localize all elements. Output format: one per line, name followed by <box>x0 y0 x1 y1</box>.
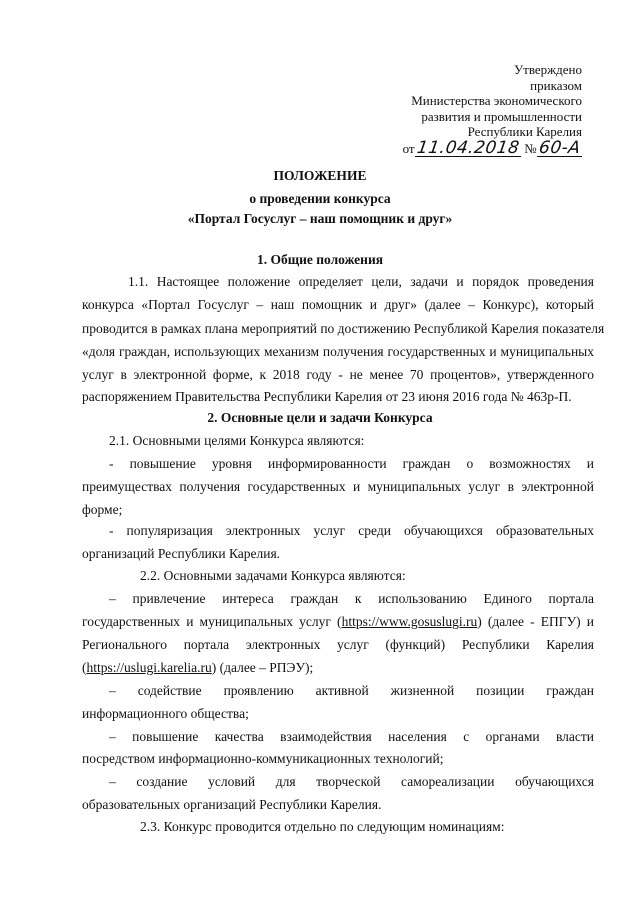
goal-line: преимуществах получения государственных и муниципальных услуг в электронной <box>82 479 594 494</box>
approval-number-sign: № <box>524 140 537 156</box>
approval-from-label: от <box>402 140 415 156</box>
approval-block <box>403 62 582 156</box>
task-line: – создание условий для творческой самореализации обучающихся <box>109 774 594 789</box>
task-line <box>82 614 594 630</box>
task-line: информационного общества; <box>82 706 249 721</box>
goal-line: организаций Республики Карелия. <box>82 546 281 561</box>
approval-line: Утверждено <box>513 62 582 77</box>
task-line: Регионального портала электронных услуг (функций) Республики Карелия <box>82 637 594 652</box>
document-subtitle: о проведении конкурса <box>249 191 391 206</box>
approval-line: Республики Карелия <box>467 124 582 139</box>
task-text: ) (далее - ЕПГУ) и <box>477 614 595 629</box>
approval-line: Министерства экономического <box>411 93 582 108</box>
task-line: – привлечение интереса граждан к использованию Единого портала <box>109 591 594 606</box>
task-text: ) (далее – РПЭУ); <box>211 660 314 675</box>
approval-number: 60-А <box>537 137 582 158</box>
approval-date-number <box>402 137 582 158</box>
paragraph-line: конкурса «Портал Госуслуг – наш помощник и друг» (далее – Конкурс), который <box>82 297 594 312</box>
goal-line: - повышение уровня информированности граждан о возможностях и <box>109 456 594 471</box>
goal-line: - популяризация электронных услуг среди обучающихся образовательных <box>109 523 594 538</box>
uslugi-karelia-link[interactable]: https://uslugi.karelia.ru <box>86 660 212 675</box>
task-text: ( <box>82 660 87 675</box>
paragraph-2-1: 2.1. Основными целями Конкурса являются: <box>109 433 365 448</box>
paragraph-2-2: 2.2. Основными задачами Конкурса являются: <box>140 568 406 583</box>
approval-line: приказом <box>530 77 582 93</box>
task-line: – повышение качества взаимодействия населения с органами власти <box>109 729 594 744</box>
approval-line: развития и промышленности <box>421 108 582 124</box>
section-heading-general: 1. Общие положения <box>256 252 384 267</box>
paragraph-2-3: 2.3. Конкурс проводится отдельно по следующим номинациям: <box>140 819 505 834</box>
paragraph-line: 1.1. Настоящее положение определяет цели, задачи и порядок проведения <box>128 274 594 289</box>
task-text: государственных и муниципальных услуг ( <box>82 614 342 629</box>
paragraph-line: проводится в рамках плана мероприятий по достижению Республикой Карелия показателя <box>82 321 605 336</box>
gosuslugi-link[interactable]: https://www.gosuslugi.ru <box>341 614 478 629</box>
task-line: образовательных организаций Республики Карелия. <box>82 797 382 812</box>
paragraph-line: «доля граждан, использующих механизм получения государственных и муниципальных <box>82 344 594 359</box>
paragraph-line: услуг в электронной форме, к 2018 году - не менее 70 процентов», утвержденного <box>82 367 594 382</box>
task-line: – содействие проявлению активной жизненной позиции граждан <box>109 683 594 698</box>
task-line: посредством информационно-коммуникационных технологий; <box>82 751 444 766</box>
task-line <box>82 660 594 676</box>
paragraph-line: распоряжением Правительства Республики Карелия от 23 июня 2016 года № 463р-П. <box>82 389 572 404</box>
document-title: ПОЛОЖЕНИЕ <box>273 168 367 183</box>
contest-name: «Портал Госуслуг – наш помощник и друг» <box>187 211 453 226</box>
goal-line: форме; <box>82 502 123 517</box>
section-heading-goals: 2. Основные цели и задачи Конкурса <box>207 410 433 425</box>
approval-date: 11.04.2018 <box>415 137 521 158</box>
